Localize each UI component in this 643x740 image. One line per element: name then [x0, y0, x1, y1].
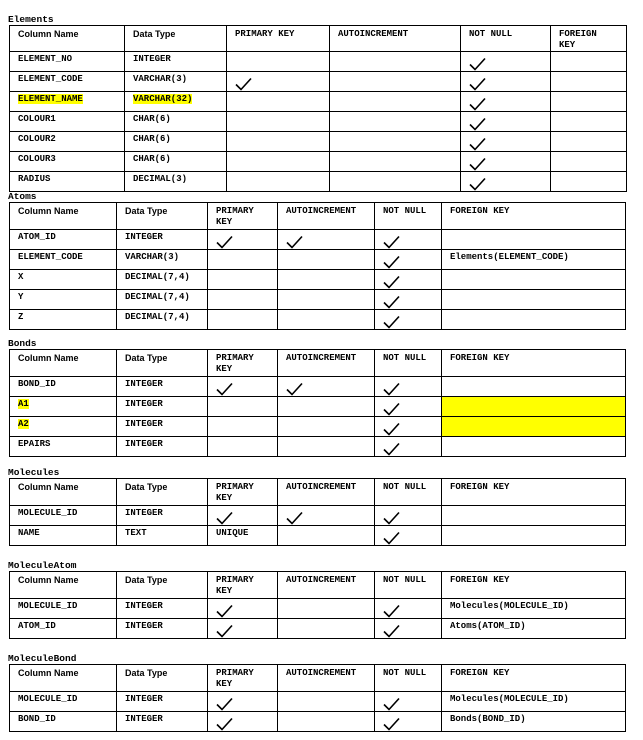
column-name: A2	[18, 419, 29, 429]
column-header: FOREIGN KEY	[551, 26, 627, 52]
column-name: MOLECULE_ID	[18, 694, 78, 704]
checkmark-icon	[216, 697, 233, 711]
column-header: PRIMARY KEY	[208, 350, 278, 377]
column-header: PRIMARY KEY	[208, 203, 278, 230]
moleculebond-title: MoleculeBond	[8, 653, 77, 664]
table-row	[10, 132, 627, 152]
atoms-title: Atoms	[8, 191, 37, 202]
data-type: INTEGER	[125, 399, 163, 409]
column-name: BOND_ID	[18, 379, 56, 389]
column-name: BOND_ID	[18, 714, 56, 724]
column-name: ATOM_ID	[18, 232, 56, 242]
column-header: Data Type	[117, 572, 208, 599]
table-row	[10, 437, 626, 457]
data-type: CHAR(6)	[133, 114, 171, 124]
checkmark-icon	[383, 604, 400, 618]
column-header: FOREIGN KEY	[442, 572, 626, 599]
data-type: INTEGER	[125, 419, 163, 429]
foreign-key: Atoms(ATOM_ID)	[450, 621, 526, 631]
table-row	[10, 112, 627, 132]
header-row	[10, 26, 627, 52]
header-row	[10, 665, 626, 692]
column-header: Column Name	[10, 572, 117, 599]
data-type: VARCHAR(32)	[133, 94, 193, 104]
data-type: DECIMAL(7,4)	[125, 292, 190, 302]
table-row	[10, 172, 627, 192]
foreign-key: Bonds(BOND_ID)	[450, 714, 526, 724]
checkmark-icon	[216, 624, 233, 638]
column-name: Z	[18, 312, 24, 322]
table-row	[10, 619, 626, 639]
column-name: NAME	[18, 528, 40, 538]
column-name: MOLECULE_ID	[18, 601, 78, 611]
column-header: FOREIGN KEY	[442, 665, 626, 692]
data-type: DECIMAL(3)	[133, 174, 188, 184]
moleculeatom-title: MoleculeAtom	[8, 560, 77, 571]
table-row	[10, 92, 627, 112]
elements-table	[9, 25, 627, 192]
column-header: AUTOINCREMENT	[330, 26, 461, 52]
column-header: Column Name	[10, 26, 125, 52]
column-header: AUTOINCREMENT	[278, 203, 375, 230]
data-type: INTEGER	[125, 621, 163, 631]
column-header: NOT NULL	[375, 203, 442, 230]
column-header: PRIMARY KEY	[227, 26, 330, 52]
molecules-table	[9, 478, 626, 546]
checkmark-icon	[286, 511, 303, 525]
header-row	[10, 350, 626, 377]
data-type: DECIMAL(7,4)	[125, 312, 190, 322]
checkmark-icon	[383, 717, 400, 731]
column-header: NOT NULL	[375, 665, 442, 692]
column-header: Column Name	[10, 350, 117, 377]
data-type: CHAR(6)	[133, 154, 171, 164]
checkmark-icon	[383, 315, 400, 329]
column-header: FOREIGN KEY	[442, 350, 626, 377]
table-row	[10, 290, 626, 310]
column-name: ATOM_ID	[18, 621, 56, 631]
table-row	[10, 506, 626, 526]
column-name: ELEMENT_NAME	[18, 94, 83, 104]
column-header: Column Name	[10, 203, 117, 230]
checkmark-icon	[383, 442, 400, 456]
data-type: INTEGER	[125, 379, 163, 389]
column-name: ELEMENT_NO	[18, 54, 73, 64]
table-row	[10, 230, 626, 250]
column-header: AUTOINCREMENT	[278, 479, 375, 506]
data-type: INTEGER	[125, 508, 163, 518]
foreign-key: Elements(ELEMENT_CODE)	[450, 252, 569, 262]
checkmark-icon	[469, 57, 486, 71]
table-row	[10, 417, 626, 437]
data-type: INTEGER	[125, 439, 163, 449]
data-type: VARCHAR(3)	[125, 252, 180, 262]
column-header: Data Type	[117, 350, 208, 377]
checkmark-icon	[383, 295, 400, 309]
column-header: PRIMARY KEY	[208, 572, 278, 599]
column-header: NOT NULL	[375, 479, 442, 506]
table-row	[10, 599, 626, 619]
bonds-title: Bonds	[8, 338, 37, 349]
table-row	[10, 250, 626, 270]
checkmark-icon	[383, 235, 400, 249]
column-name: EPAIRS	[18, 439, 51, 449]
column-header: Data Type	[117, 665, 208, 692]
column-header: Data Type	[117, 203, 208, 230]
checkmark-icon	[469, 137, 486, 151]
moleculebond-table	[9, 664, 626, 732]
foreign-key: Molecules(MOLECULE_ID)	[450, 694, 569, 704]
constraint-text: UNIQUE	[216, 528, 249, 538]
column-header: FOREIGN KEY	[442, 203, 626, 230]
column-name: ELEMENT_CODE	[18, 74, 83, 84]
checkmark-icon	[216, 382, 233, 396]
data-type: TEXT	[125, 528, 147, 538]
column-name: ELEMENT_CODE	[18, 252, 83, 262]
checkmark-icon	[286, 382, 303, 396]
checkmark-icon	[383, 402, 400, 416]
checkmark-icon	[235, 77, 252, 91]
table-row	[10, 310, 626, 330]
column-header: Data Type	[117, 479, 208, 506]
moleculeatom-table	[9, 571, 626, 639]
checkmark-icon	[383, 255, 400, 269]
checkmark-icon	[216, 511, 233, 525]
checkmark-icon	[383, 511, 400, 525]
column-name: MOLECULE_ID	[18, 508, 78, 518]
column-header: NOT NULL	[375, 350, 442, 377]
data-type: INTEGER	[125, 601, 163, 611]
table-row	[10, 52, 627, 72]
elements-title: Elements	[8, 14, 54, 25]
checkmark-icon	[469, 117, 486, 131]
data-type: INTEGER	[125, 232, 163, 242]
column-header: AUTOINCREMENT	[278, 572, 375, 599]
table-row	[10, 72, 627, 92]
table-row	[10, 152, 627, 172]
checkmark-icon	[383, 624, 400, 638]
table-row	[10, 692, 626, 712]
checkmark-icon	[383, 531, 400, 545]
molecules-title: Molecules	[8, 467, 60, 478]
checkmark-icon	[469, 77, 486, 91]
column-name: COLOUR1	[18, 114, 56, 124]
data-type: CHAR(6)	[133, 134, 171, 144]
checkmark-icon	[469, 177, 486, 191]
column-header: AUTOINCREMENT	[278, 665, 375, 692]
checkmark-icon	[383, 275, 400, 289]
foreign-key: Molecules(MOLECULE_ID)	[450, 601, 569, 611]
checkmark-icon	[383, 382, 400, 396]
table-row	[10, 526, 626, 546]
header-row	[10, 572, 626, 599]
checkmark-icon	[216, 604, 233, 618]
data-type: DECIMAL(7,4)	[125, 272, 190, 282]
data-type: VARCHAR(3)	[133, 74, 188, 84]
data-type: INTEGER	[125, 714, 163, 724]
table-row	[10, 397, 626, 417]
column-name: A1	[18, 399, 29, 409]
table-row	[10, 270, 626, 290]
column-name: X	[18, 272, 24, 282]
column-header: PRIMARY KEY	[208, 479, 278, 506]
checkmark-icon	[469, 157, 486, 171]
column-name: RADIUS	[18, 174, 51, 184]
header-row	[10, 203, 626, 230]
column-header: Column Name	[10, 479, 117, 506]
column-header: FOREIGN KEY	[442, 479, 626, 506]
column-header: NOT NULL	[461, 26, 551, 52]
header-row	[10, 479, 626, 506]
data-type: INTEGER	[133, 54, 171, 64]
table-row	[10, 377, 626, 397]
checkmark-icon	[286, 235, 303, 249]
column-name: COLOUR3	[18, 154, 56, 164]
checkmark-icon	[216, 717, 233, 731]
data-type: INTEGER	[125, 694, 163, 704]
column-header: NOT NULL	[375, 572, 442, 599]
column-header: Column Name	[10, 665, 117, 692]
bonds-table	[9, 349, 626, 457]
atoms-table	[9, 202, 626, 330]
checkmark-icon	[216, 235, 233, 249]
table-row	[10, 712, 626, 732]
column-header: Data Type	[125, 26, 227, 52]
checkmark-icon	[383, 697, 400, 711]
checkmark-icon	[383, 422, 400, 436]
checkmark-icon	[469, 97, 486, 111]
column-header: PRIMARY KEY	[208, 665, 278, 692]
column-name: COLOUR2	[18, 134, 56, 144]
column-name: Y	[18, 292, 24, 302]
column-header: AUTOINCREMENT	[278, 350, 375, 377]
